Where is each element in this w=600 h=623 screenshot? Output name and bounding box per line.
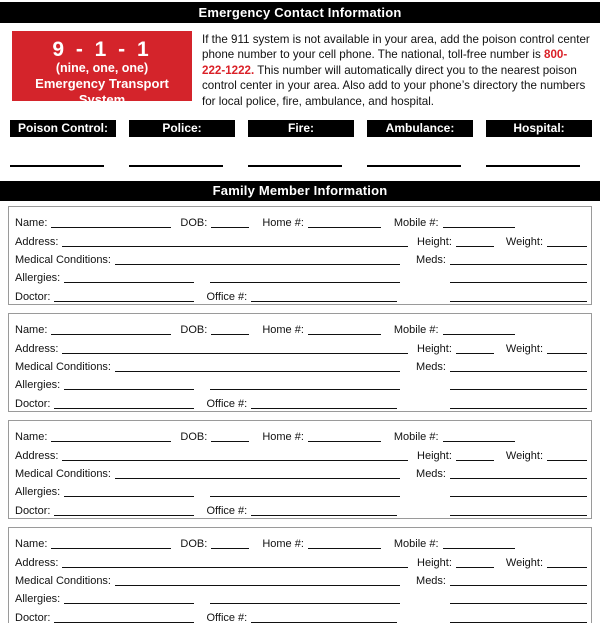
poison-control-phone-number: 800-222-1222. bbox=[202, 48, 568, 77]
meds-extra-blank-line-2 bbox=[450, 299, 587, 302]
height-blank-line bbox=[456, 458, 494, 461]
member-row-address bbox=[15, 551, 587, 569]
hospital-label-box bbox=[486, 120, 592, 137]
home-number-blank-line bbox=[308, 439, 381, 442]
office-number-label: Office #: bbox=[206, 504, 248, 517]
section-header-family bbox=[0, 181, 600, 201]
address-blank-line bbox=[62, 458, 408, 461]
police-label: Police: bbox=[162, 121, 202, 136]
meds-blank-line bbox=[450, 476, 587, 479]
allergies-blank-line bbox=[64, 601, 194, 604]
address-label: Address: bbox=[15, 556, 59, 569]
mobile-number-blank-line bbox=[443, 225, 515, 228]
weight-label: Weight: bbox=[505, 342, 543, 355]
office-number-label: Office #: bbox=[206, 397, 248, 410]
family-member-block bbox=[8, 527, 592, 623]
mobile-number-blank-line bbox=[443, 332, 515, 335]
doctor-blank-line bbox=[54, 299, 194, 302]
height-blank-line bbox=[456, 244, 494, 247]
mobile-number-label: Mobile #: bbox=[393, 431, 439, 444]
home-number-label: Home #: bbox=[262, 431, 304, 444]
poison-control-instructions bbox=[202, 31, 590, 109]
doctor-label: Doctor: bbox=[15, 290, 51, 303]
member-row-allergies bbox=[15, 374, 587, 392]
call-911-box bbox=[12, 31, 192, 107]
address-label: Address: bbox=[15, 342, 59, 355]
name-blank-line bbox=[51, 439, 171, 442]
address-blank-line bbox=[62, 351, 408, 354]
dob-blank-line bbox=[211, 225, 249, 228]
medical-conditions-blank-line bbox=[115, 476, 400, 479]
meds-label: Meds: bbox=[416, 467, 446, 480]
medical-conditions-blank-line bbox=[115, 262, 400, 265]
weight-blank-line bbox=[547, 244, 587, 247]
medical-conditions-label: Medical Conditions: bbox=[15, 574, 111, 587]
meds-extra-blank-line-2 bbox=[450, 406, 587, 409]
office-number-blank-line bbox=[251, 406, 397, 409]
medical-conditions-label: Medical Conditions: bbox=[15, 360, 111, 373]
dob-label: DOB: bbox=[180, 324, 208, 337]
home-number-blank-line bbox=[308, 225, 381, 228]
mobile-number-label: Mobile #: bbox=[393, 538, 439, 551]
emergency-section-title: Emergency Contact Information bbox=[198, 5, 402, 20]
family-section-title: Family Member Information bbox=[212, 183, 388, 199]
doctor-blank-line bbox=[54, 513, 194, 516]
contact-col-police bbox=[129, 120, 235, 167]
medical-conditions-label: Medical Conditions: bbox=[15, 253, 111, 266]
dob-label: DOB: bbox=[180, 538, 208, 551]
allergies-blank-line bbox=[64, 280, 194, 283]
address-blank-line bbox=[62, 565, 408, 568]
fire-label-box bbox=[248, 120, 354, 137]
meds-extra-blank-line-1 bbox=[450, 387, 587, 390]
home-number-label: Home #: bbox=[262, 217, 304, 230]
doctor-label: Doctor: bbox=[15, 504, 51, 517]
dob-label: DOB: bbox=[180, 431, 208, 444]
medical-conditions-blank-line bbox=[115, 583, 400, 586]
intro-section bbox=[12, 31, 590, 109]
call-911-number: 9 - 1 - 1 bbox=[52, 38, 152, 61]
office-number-label: Office #: bbox=[206, 290, 248, 303]
allergies-extra-blank-line bbox=[210, 387, 400, 390]
meds-blank-line bbox=[450, 369, 587, 372]
weight-label: Weight: bbox=[505, 235, 543, 248]
office-number-blank-line bbox=[251, 620, 397, 623]
call-911-phonetic: (nine, one, one) bbox=[55, 61, 149, 75]
instructions-text-before: If the 911 system is not available in your area, add the poison control center phone number to your cell phone. The national, toll-free number is bbox=[202, 33, 590, 62]
home-number-blank-line bbox=[308, 332, 381, 335]
height-label: Height: bbox=[417, 556, 452, 569]
instructions-text-after: This number will automatically direct you to the nearest poison control center in your area. Also add to your phone’s directory the numbers for local police, fire, ambulance, and hospital. bbox=[202, 63, 586, 108]
contact-col-poison-control bbox=[10, 120, 116, 167]
poison-control-blank-line bbox=[10, 165, 104, 167]
allergies-label: Allergies: bbox=[15, 379, 61, 392]
section-header-emergency bbox=[0, 2, 600, 23]
member-row-medical bbox=[15, 463, 587, 481]
member-row-medical bbox=[15, 356, 587, 374]
office-number-blank-line bbox=[251, 299, 397, 302]
dob-label: DOB: bbox=[180, 217, 208, 230]
address-label: Address: bbox=[15, 235, 59, 248]
police-blank-line bbox=[129, 165, 223, 167]
medical-conditions-label: Medical Conditions: bbox=[15, 467, 111, 480]
contact-col-fire bbox=[248, 120, 354, 167]
name-label: Name: bbox=[15, 431, 48, 444]
height-label: Height: bbox=[417, 235, 452, 248]
ambulance-label: Ambulance: bbox=[385, 121, 455, 136]
home-number-label: Home #: bbox=[262, 538, 304, 551]
member-row-allergies bbox=[15, 481, 587, 499]
weight-blank-line bbox=[547, 458, 587, 461]
member-row-address bbox=[15, 337, 587, 355]
hospital-label: Hospital: bbox=[513, 121, 565, 136]
allergies-blank-line bbox=[64, 494, 194, 497]
fire-blank-line bbox=[248, 165, 342, 167]
allergies-label: Allergies: bbox=[15, 486, 61, 499]
address-blank-line bbox=[62, 244, 408, 247]
fire-label: Fire: bbox=[287, 121, 314, 136]
member-row-doctor bbox=[15, 285, 587, 303]
office-number-label: Office #: bbox=[206, 611, 248, 623]
weight-blank-line bbox=[547, 565, 587, 568]
name-blank-line bbox=[51, 225, 171, 228]
name-label: Name: bbox=[15, 538, 48, 551]
poison-control-label: Poison Control: bbox=[18, 121, 108, 136]
emergency-numbers-row bbox=[10, 120, 592, 167]
contact-col-ambulance bbox=[367, 120, 473, 167]
height-blank-line bbox=[456, 351, 494, 354]
family-member-block bbox=[8, 206, 592, 305]
poison-control-label-box bbox=[10, 120, 116, 137]
family-member-block bbox=[8, 313, 592, 412]
dob-blank-line bbox=[211, 332, 249, 335]
weight-blank-line bbox=[547, 351, 587, 354]
ambulance-label-box bbox=[367, 120, 473, 137]
family-member-block bbox=[8, 420, 592, 519]
member-row-doctor bbox=[15, 606, 587, 623]
ambulance-blank-line bbox=[367, 165, 461, 167]
meds-label: Meds: bbox=[416, 360, 446, 373]
meds-extra-blank-line-2 bbox=[450, 513, 587, 516]
mobile-number-blank-line bbox=[443, 546, 515, 549]
allergies-blank-line bbox=[64, 387, 194, 390]
call-911-caption: Emergency Transport System bbox=[35, 76, 169, 107]
name-blank-line bbox=[51, 546, 171, 549]
member-row-name bbox=[15, 319, 587, 337]
name-label: Name: bbox=[15, 324, 48, 337]
meds-extra-blank-line-1 bbox=[450, 494, 587, 497]
member-row-name bbox=[15, 426, 587, 444]
medical-conditions-blank-line bbox=[115, 369, 400, 372]
height-label: Height: bbox=[417, 342, 452, 355]
meds-blank-line bbox=[450, 583, 587, 586]
allergies-label: Allergies: bbox=[15, 593, 61, 606]
member-row-address bbox=[15, 230, 587, 248]
weight-label: Weight: bbox=[505, 556, 543, 569]
weight-label: Weight: bbox=[505, 449, 543, 462]
allergies-extra-blank-line bbox=[210, 494, 400, 497]
doctor-label: Doctor: bbox=[15, 397, 51, 410]
emergency-contact-form bbox=[0, 2, 600, 623]
doctor-label: Doctor: bbox=[15, 611, 51, 623]
allergies-extra-blank-line bbox=[210, 601, 400, 604]
name-blank-line bbox=[51, 332, 171, 335]
allergies-extra-blank-line bbox=[210, 280, 400, 283]
member-row-name bbox=[15, 533, 587, 551]
meds-label: Meds: bbox=[416, 253, 446, 266]
member-row-allergies bbox=[15, 588, 587, 606]
doctor-blank-line bbox=[54, 620, 194, 623]
mobile-number-label: Mobile #: bbox=[393, 217, 439, 230]
office-number-blank-line bbox=[251, 513, 397, 516]
home-number-blank-line bbox=[308, 546, 381, 549]
contact-col-hospital bbox=[486, 120, 592, 167]
dob-blank-line bbox=[211, 439, 249, 442]
height-label: Height: bbox=[417, 449, 452, 462]
meds-extra-blank-line-1 bbox=[450, 601, 587, 604]
meds-extra-blank-line-1 bbox=[450, 280, 587, 283]
member-row-doctor bbox=[15, 499, 587, 517]
allergies-label: Allergies: bbox=[15, 272, 61, 285]
height-blank-line bbox=[456, 565, 494, 568]
family-member-blocks bbox=[0, 206, 600, 623]
member-row-medical bbox=[15, 249, 587, 267]
address-label: Address: bbox=[15, 449, 59, 462]
home-number-label: Home #: bbox=[262, 324, 304, 337]
mobile-number-blank-line bbox=[443, 439, 515, 442]
doctor-blank-line bbox=[54, 406, 194, 409]
member-row-name bbox=[15, 212, 587, 230]
hospital-blank-line bbox=[486, 165, 580, 167]
member-row-medical bbox=[15, 570, 587, 588]
mobile-number-label: Mobile #: bbox=[393, 324, 439, 337]
meds-label: Meds: bbox=[416, 574, 446, 587]
member-row-address bbox=[15, 444, 587, 462]
member-row-doctor bbox=[15, 392, 587, 410]
dob-blank-line bbox=[211, 546, 249, 549]
member-row-allergies bbox=[15, 267, 587, 285]
meds-extra-blank-line-2 bbox=[450, 620, 587, 623]
police-label-box bbox=[129, 120, 235, 137]
meds-blank-line bbox=[450, 262, 587, 265]
name-label: Name: bbox=[15, 217, 48, 230]
